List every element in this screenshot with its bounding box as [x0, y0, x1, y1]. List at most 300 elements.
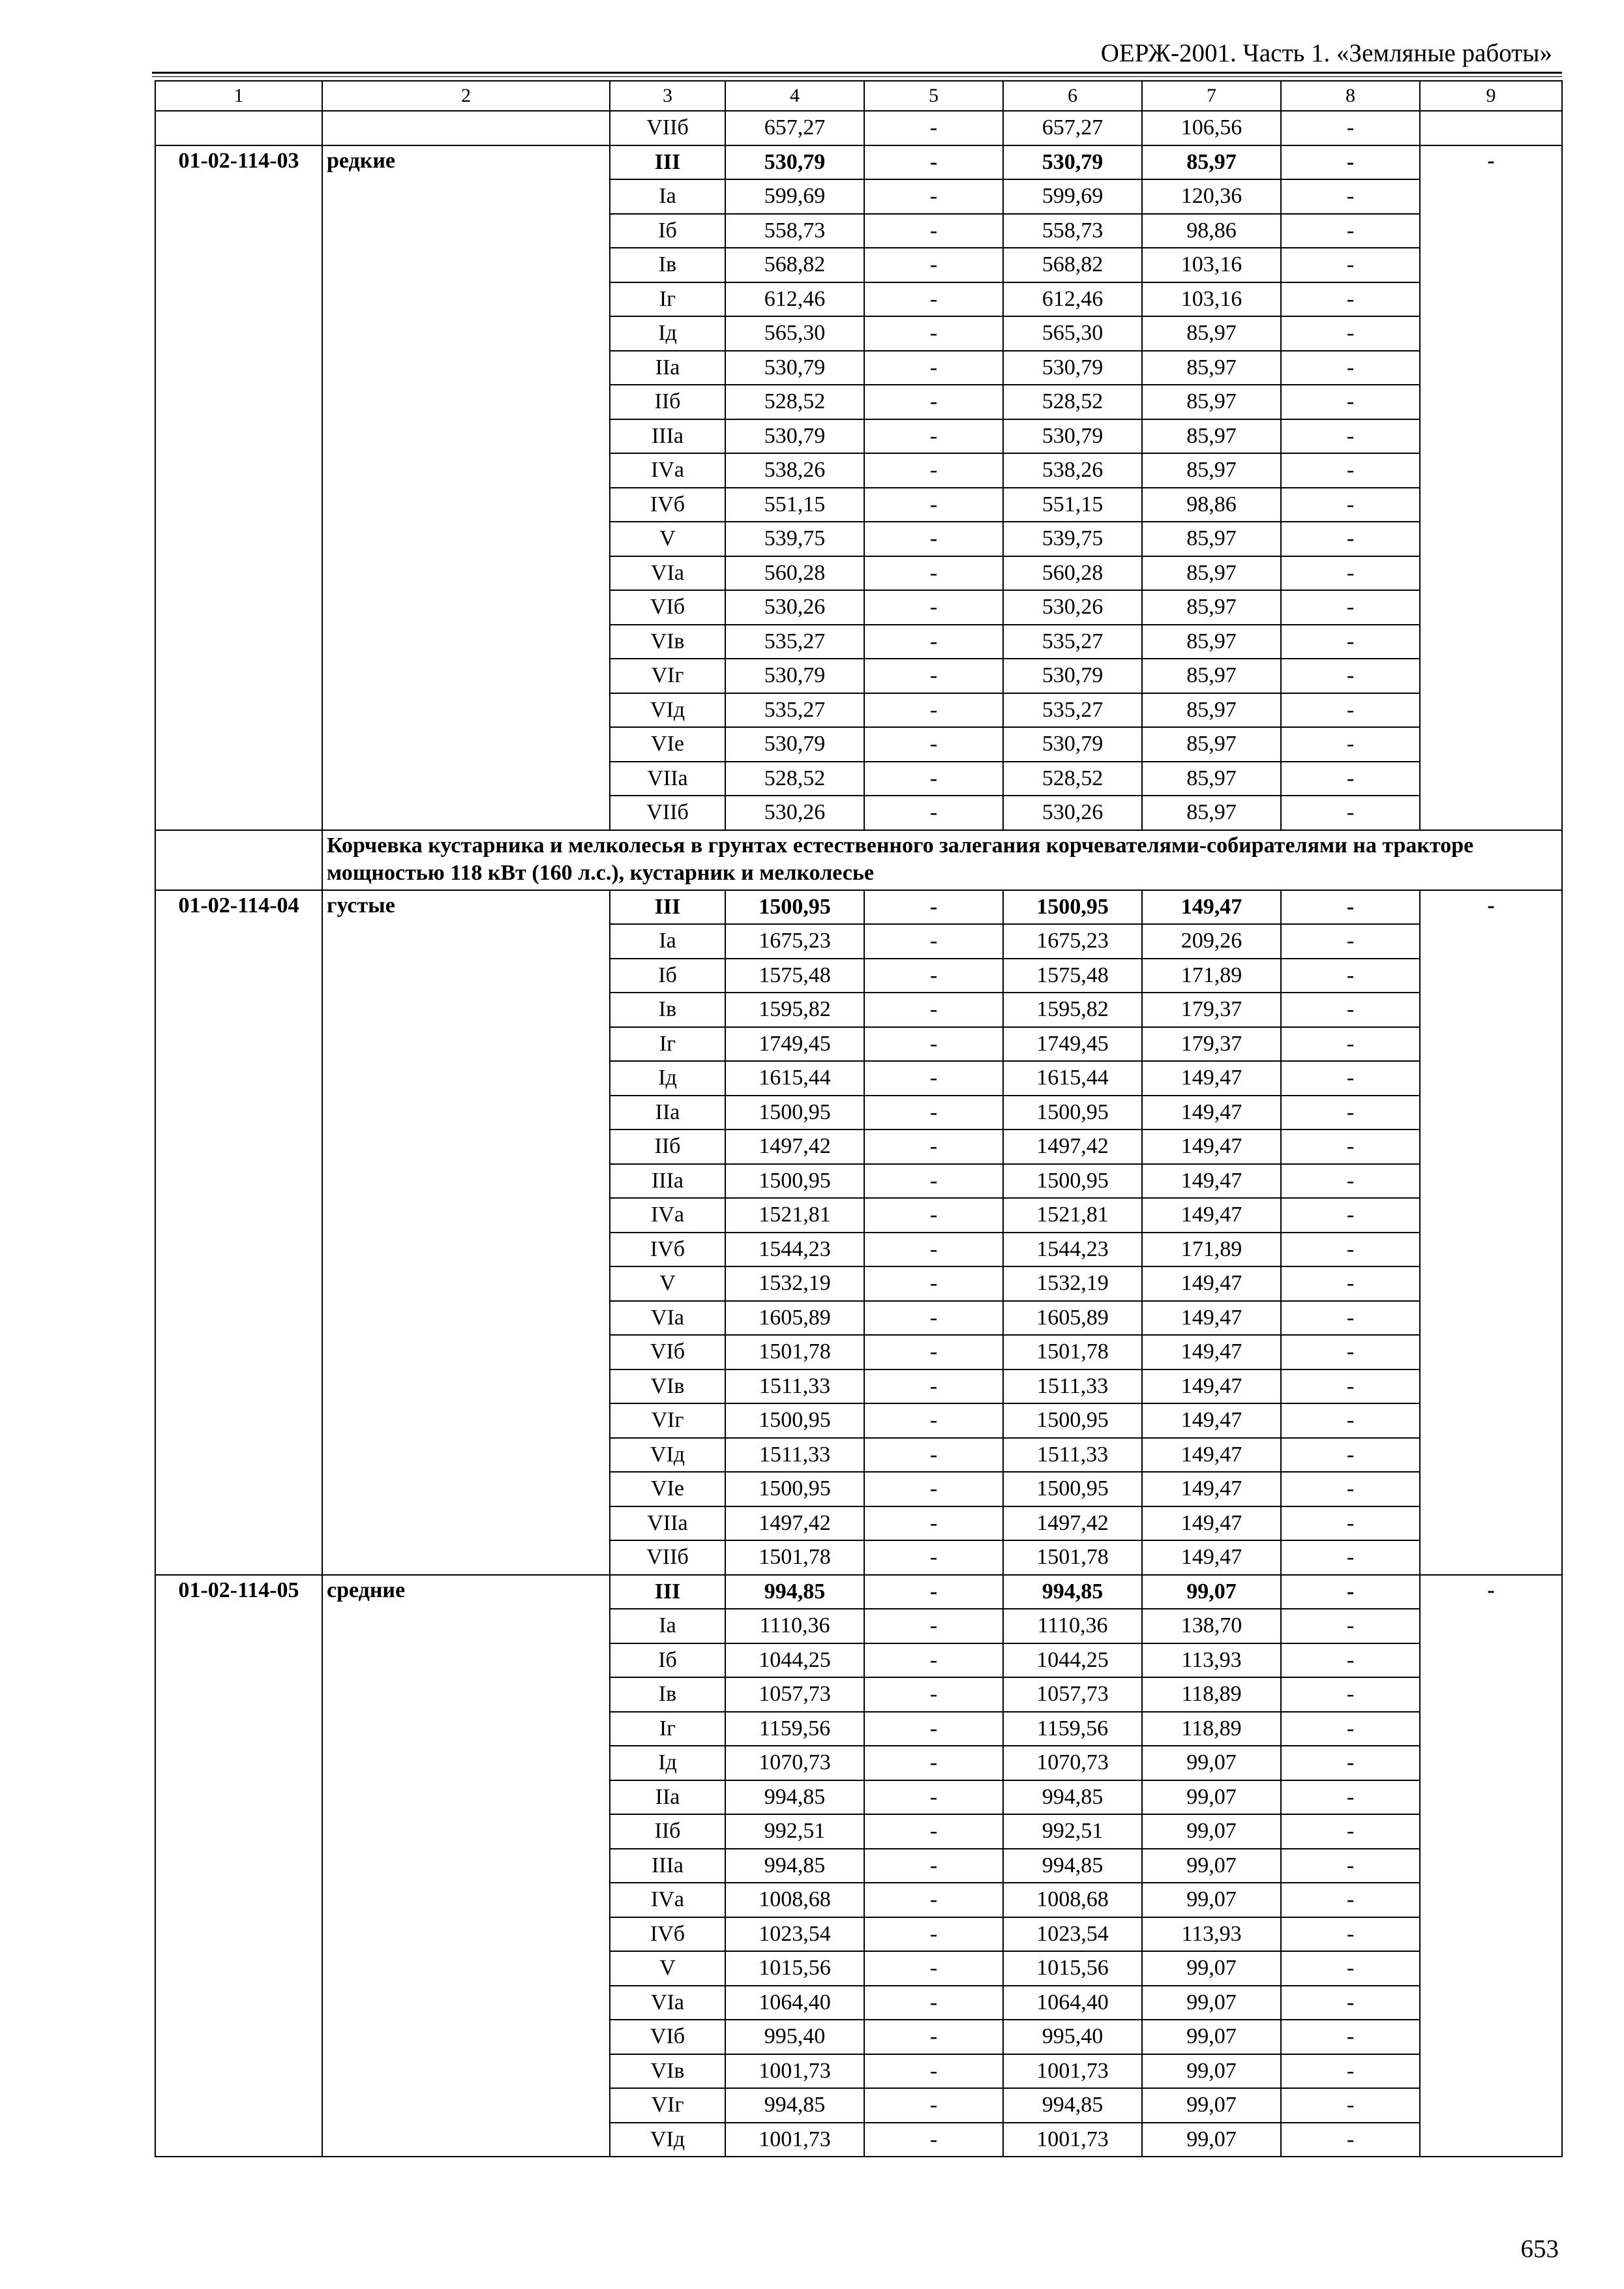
value-cell-col8: -	[1281, 1883, 1420, 1917]
category-cell: VIIа	[610, 762, 725, 796]
value-cell-col6: 1675,23	[1003, 924, 1142, 959]
value-cell-col4: 528,52	[725, 762, 864, 796]
value-cell-col7: 149,47	[1142, 1096, 1281, 1130]
value-cell-col6: 1070,73	[1003, 1746, 1142, 1780]
category-cell: Iв	[610, 248, 725, 282]
value-cell-col8: -	[1281, 993, 1420, 1027]
value-cell-col7: 149,47	[1142, 1301, 1281, 1336]
value-cell-col4: 535,27	[725, 625, 864, 659]
value-cell-col8: -	[1281, 556, 1420, 591]
code-cell	[155, 111, 322, 145]
value-cell-col8: -	[1281, 796, 1420, 830]
category-cell: IVб	[610, 1917, 725, 1952]
value-cell-col7: 149,47	[1142, 1438, 1281, 1473]
value-cell-col7: 85,97	[1142, 796, 1281, 830]
value-cell-col8: -	[1281, 1643, 1420, 1678]
value-cell-col4: 558,73	[725, 214, 864, 248]
value-cell-col5: -	[864, 1712, 1003, 1746]
category-cell: IVа	[610, 453, 725, 488]
value-cell-col8: -	[1281, 385, 1420, 419]
category-cell: VIе	[610, 727, 725, 762]
value-cell-col5: -	[864, 248, 1003, 282]
value-cell-col8: -	[1281, 1780, 1420, 1815]
value-cell-col6: 1500,95	[1003, 1403, 1142, 1438]
value-cell-col8: -	[1281, 145, 1420, 180]
value-cell-col7: 85,97	[1142, 659, 1281, 693]
value-cell-col5: -	[864, 385, 1003, 419]
value-cell-col4: 1070,73	[725, 1746, 864, 1780]
category-cell: IVа	[610, 1883, 725, 1917]
value-cell-col6: 1001,73	[1003, 2123, 1142, 2157]
header-rule-thick	[152, 72, 1562, 74]
value-cell-col5: -	[864, 1780, 1003, 1815]
value-cell-col7: 120,36	[1142, 179, 1281, 214]
category-cell: IIб	[610, 1130, 725, 1164]
value-cell-col8: -	[1281, 2054, 1420, 2089]
category-cell: VIв	[610, 2054, 725, 2089]
value-cell-col7: 118,89	[1142, 1712, 1281, 1746]
value-cell-col6: 1749,45	[1003, 1027, 1142, 1062]
code-cell: 01-02-114-05	[155, 1575, 322, 2157]
value-cell-col6: 1511,33	[1003, 1369, 1142, 1404]
value-cell-col7: 85,97	[1142, 453, 1281, 488]
value-cell-col7: 85,97	[1142, 727, 1281, 762]
category-cell: III	[610, 1575, 725, 1609]
value-cell-col7: 179,37	[1142, 993, 1281, 1027]
value-cell-col8: -	[1281, 1266, 1420, 1301]
value-cell-col4: 530,79	[725, 351, 864, 385]
value-cell-col4: 994,85	[725, 1849, 864, 1883]
table-row	[155, 111, 1562, 145]
value-cell-col7: 171,89	[1142, 959, 1281, 993]
value-cell-col5: -	[864, 890, 1003, 925]
value-cell-col8: -	[1281, 2123, 1420, 2157]
value-cell-col6: 530,79	[1003, 727, 1142, 762]
value-cell-col7: 99,07	[1142, 2088, 1281, 2123]
category-cell: VIIб	[610, 1540, 725, 1575]
value-cell-col4: 1110,36	[725, 1609, 864, 1643]
category-cell: V	[610, 522, 725, 556]
value-cell-col7: 171,89	[1142, 1233, 1281, 1267]
value-cell-col5: -	[864, 488, 1003, 522]
value-cell-col6: 528,52	[1003, 762, 1142, 796]
value-cell-col7: 85,97	[1142, 762, 1281, 796]
value-cell-col4: 1500,95	[725, 1403, 864, 1438]
value-cell-col8: -	[1281, 179, 1420, 214]
value-cell-col5: -	[864, 179, 1003, 214]
value-cell-col6: 1008,68	[1003, 1883, 1142, 1917]
value-cell-col5: -	[864, 762, 1003, 796]
value-cell-col8: -	[1281, 1027, 1420, 1062]
value-cell-col4: 992,51	[725, 1814, 864, 1849]
value-cell-col5: -	[864, 111, 1003, 145]
value-cell-col9: -	[1420, 145, 1562, 830]
value-cell-col4: 994,85	[725, 1575, 864, 1609]
value-cell-col6: 657,27	[1003, 111, 1142, 145]
value-cell-col7: 149,47	[1142, 1198, 1281, 1233]
value-cell-col6: 1532,19	[1003, 1266, 1142, 1301]
column-number-row	[155, 81, 1562, 111]
value-cell-col5: -	[864, 1266, 1003, 1301]
value-cell-col6: 612,46	[1003, 282, 1142, 317]
value-cell-col6: 1595,82	[1003, 993, 1142, 1027]
value-cell-col4: 1521,81	[725, 1198, 864, 1233]
value-cell-col7: 149,47	[1142, 1540, 1281, 1575]
value-cell-col5: -	[864, 1472, 1003, 1506]
value-cell-col7: 99,07	[1142, 1883, 1281, 1917]
value-cell-col7: 99,07	[1142, 1575, 1281, 1609]
value-cell-col7: 149,47	[1142, 1506, 1281, 1541]
value-cell-col5: -	[864, 2054, 1003, 2089]
column-header: 9	[1420, 81, 1562, 111]
value-cell-col5: -	[864, 924, 1003, 959]
value-cell-col7: 179,37	[1142, 1027, 1281, 1062]
value-cell-col7: 85,97	[1142, 693, 1281, 728]
value-cell-col5: -	[864, 1677, 1003, 1712]
category-cell: IIб	[610, 1814, 725, 1849]
value-cell-col8: -	[1281, 1403, 1420, 1438]
value-cell-col4: 530,79	[725, 659, 864, 693]
value-cell-col5: -	[864, 1746, 1003, 1780]
value-cell-col5: -	[864, 351, 1003, 385]
category-cell: Iа	[610, 179, 725, 214]
value-cell-col8: -	[1281, 1575, 1420, 1609]
category-cell: VIг	[610, 1403, 725, 1438]
value-cell-col8: -	[1281, 1712, 1420, 1746]
column-header: 6	[1003, 81, 1142, 111]
value-cell-col6: 530,26	[1003, 796, 1142, 830]
value-cell-col5: -	[864, 2020, 1003, 2054]
value-cell-col8: -	[1281, 1233, 1420, 1267]
value-cell-col6: 565,30	[1003, 316, 1142, 351]
category-cell: VIа	[610, 1986, 725, 2020]
value-cell-col9: -	[1420, 890, 1562, 1575]
value-cell-col4: 1497,42	[725, 1130, 864, 1164]
category-cell: Iа	[610, 1609, 725, 1643]
value-cell-col4: 1008,68	[725, 1883, 864, 1917]
value-cell-col8: -	[1281, 214, 1420, 248]
value-cell-col5: -	[864, 1198, 1003, 1233]
value-cell-col6: 538,26	[1003, 453, 1142, 488]
value-cell-col5: -	[864, 1027, 1003, 1062]
value-cell-col6: 1159,56	[1003, 1712, 1142, 1746]
category-cell: Iд	[610, 1061, 725, 1096]
value-cell-col6: 1500,95	[1003, 1472, 1142, 1506]
value-cell-col6: 530,79	[1003, 659, 1142, 693]
value-cell-col7: 149,47	[1142, 1266, 1281, 1301]
category-cell: VIб	[610, 590, 725, 625]
category-cell: Iв	[610, 1677, 725, 1712]
value-cell-col8: -	[1281, 419, 1420, 454]
rates-table	[155, 80, 1563, 2157]
value-cell-col7: 113,93	[1142, 1917, 1281, 1952]
value-cell-col5: -	[864, 419, 1003, 454]
value-cell-col4: 994,85	[725, 1780, 864, 1815]
value-cell-col7: 98,86	[1142, 214, 1281, 248]
value-cell-col6: 1544,23	[1003, 1233, 1142, 1267]
value-cell-col4: 530,79	[725, 145, 864, 180]
value-cell-col6: 1497,42	[1003, 1506, 1142, 1541]
category-cell: IIа	[610, 1096, 725, 1130]
value-cell-col8: -	[1281, 590, 1420, 625]
value-cell-col5: -	[864, 1096, 1003, 1130]
value-cell-col5: -	[864, 1986, 1003, 2020]
value-cell-col4: 1044,25	[725, 1643, 864, 1678]
value-cell-col7: 149,47	[1142, 1130, 1281, 1164]
value-cell-col7: 149,47	[1142, 890, 1281, 925]
value-cell-col8: -	[1281, 1917, 1420, 1952]
column-header: 3	[610, 81, 725, 111]
category-cell: VIIб	[610, 796, 725, 830]
value-cell-col5: -	[864, 1335, 1003, 1369]
value-cell-col6: 1044,25	[1003, 1643, 1142, 1678]
value-cell-col8: -	[1281, 1506, 1420, 1541]
value-cell-col6: 1497,42	[1003, 1130, 1142, 1164]
category-cell: IVа	[610, 1198, 725, 1233]
category-cell: IVб	[610, 488, 725, 522]
value-cell-col7: 85,97	[1142, 385, 1281, 419]
value-cell-col6: 560,28	[1003, 556, 1142, 591]
value-cell-col7: 85,97	[1142, 522, 1281, 556]
value-cell-col4: 612,46	[725, 282, 864, 317]
value-cell-col4: 1615,44	[725, 1061, 864, 1096]
value-cell-col8: -	[1281, 890, 1420, 925]
value-cell-col4: 1749,45	[725, 1027, 864, 1062]
value-cell-col5: -	[864, 1575, 1003, 1609]
category-cell: Iг	[610, 1712, 725, 1746]
value-cell-col7: 85,97	[1142, 556, 1281, 591]
value-cell-col5: -	[864, 1540, 1003, 1575]
value-cell-col8: -	[1281, 2020, 1420, 2054]
value-cell-col8: -	[1281, 522, 1420, 556]
category-cell: Iв	[610, 993, 725, 1027]
value-cell-col8: -	[1281, 762, 1420, 796]
value-cell-col4: 535,27	[725, 693, 864, 728]
value-cell-col9: -	[1420, 1575, 1562, 2157]
value-cell-col8: -	[1281, 1472, 1420, 1506]
value-cell-col6: 1575,48	[1003, 959, 1142, 993]
value-cell-col8: -	[1281, 453, 1420, 488]
value-cell-col8: -	[1281, 1951, 1420, 1986]
category-cell: VIг	[610, 659, 725, 693]
value-cell-col6: 528,52	[1003, 385, 1142, 419]
section-heading: Корчевка кустарника и мелколесья в грунтах естественного залегания корчевателями-собирателями на тракторе мощностью 118 кВт (160 л.с.), кустарник и мелколесье	[322, 830, 1562, 890]
category-cell: VIIб	[610, 111, 725, 145]
value-cell-col6: 1015,56	[1003, 1951, 1142, 1986]
value-cell-col6: 994,85	[1003, 1780, 1142, 1815]
value-cell-col8: -	[1281, 1369, 1420, 1404]
value-cell-col8: -	[1281, 1814, 1420, 1849]
category-cell: Iг	[610, 1027, 725, 1062]
value-cell-col5: -	[864, 1917, 1003, 1952]
value-cell-col8: -	[1281, 2088, 1420, 2123]
value-cell-col5: -	[864, 1403, 1003, 1438]
value-cell-col4: 1511,33	[725, 1369, 864, 1404]
value-cell-col5: -	[864, 453, 1003, 488]
value-cell-col5: -	[864, 993, 1003, 1027]
value-cell-col4: 1675,23	[725, 924, 864, 959]
value-cell-col8: -	[1281, 959, 1420, 993]
category-cell: VIв	[610, 1369, 725, 1404]
value-cell-col4: 530,79	[725, 727, 864, 762]
value-cell-col5: -	[864, 1369, 1003, 1404]
value-cell-col8: -	[1281, 1438, 1420, 1473]
value-cell-col8: -	[1281, 1677, 1420, 1712]
value-cell-col4: 1001,73	[725, 2123, 864, 2157]
value-cell-col8: -	[1281, 924, 1420, 959]
value-cell-col4: 1500,95	[725, 1164, 864, 1199]
category-cell: IIIа	[610, 419, 725, 454]
value-cell-col8: -	[1281, 282, 1420, 317]
description-cell: густые	[322, 890, 610, 1575]
value-cell-col7: 98,86	[1142, 488, 1281, 522]
value-cell-col4: 1500,95	[725, 890, 864, 925]
value-cell-col5: -	[864, 1951, 1003, 1986]
value-cell-col4: 551,15	[725, 488, 864, 522]
category-cell: VIд	[610, 2123, 725, 2157]
category-cell: VIб	[610, 1335, 725, 1369]
value-cell-col4: 1015,56	[725, 1951, 864, 1986]
value-cell-col7: 99,07	[1142, 1951, 1281, 1986]
category-cell: VIд	[610, 1438, 725, 1473]
value-cell-col7: 149,47	[1142, 1472, 1281, 1506]
value-cell-col5: -	[864, 625, 1003, 659]
category-cell: Iд	[610, 316, 725, 351]
value-cell-col6: 535,27	[1003, 693, 1142, 728]
empty-code-cell	[155, 830, 322, 890]
value-cell-col5: -	[864, 1130, 1003, 1164]
category-cell: IIб	[610, 385, 725, 419]
value-cell-col4: 530,26	[725, 796, 864, 830]
value-cell-col8: -	[1281, 1164, 1420, 1199]
value-cell-col6: 535,27	[1003, 625, 1142, 659]
value-cell-col6: 1500,95	[1003, 1164, 1142, 1199]
value-cell-col7: 106,56	[1142, 111, 1281, 145]
description-cell	[322, 111, 610, 145]
category-cell: Iб	[610, 959, 725, 993]
value-cell-col7: 103,16	[1142, 282, 1281, 317]
value-cell-col4: 1605,89	[725, 1301, 864, 1336]
value-cell-col7: 85,97	[1142, 590, 1281, 625]
value-cell-col4: 1023,54	[725, 1917, 864, 1952]
value-cell-col6: 994,85	[1003, 1575, 1142, 1609]
description-cell: редкие	[322, 145, 610, 830]
value-cell-col7: 85,97	[1142, 145, 1281, 180]
category-cell: V	[610, 1266, 725, 1301]
value-cell-col4: 1501,78	[725, 1335, 864, 1369]
value-cell-col6: 1023,54	[1003, 1917, 1142, 1952]
value-cell-col7: 99,07	[1142, 1814, 1281, 1849]
value-cell-col4: 1497,42	[725, 1506, 864, 1541]
value-cell-col5: -	[864, 693, 1003, 728]
value-cell-col5: -	[864, 1233, 1003, 1267]
value-cell-col4: 538,26	[725, 453, 864, 488]
column-header: 1	[155, 81, 322, 111]
value-cell-col8: -	[1281, 1746, 1420, 1780]
value-cell-col4: 560,28	[725, 556, 864, 591]
category-cell: Iб	[610, 1643, 725, 1678]
category-cell: VIа	[610, 1301, 725, 1336]
value-cell-col5: -	[864, 796, 1003, 830]
value-cell-col5: -	[864, 522, 1003, 556]
value-cell-col8: -	[1281, 488, 1420, 522]
value-cell-col4: 528,52	[725, 385, 864, 419]
section-heading-row	[155, 830, 1562, 890]
value-cell-col5: -	[864, 316, 1003, 351]
value-cell-col6: 1501,78	[1003, 1335, 1142, 1369]
value-cell-col8: -	[1281, 625, 1420, 659]
category-cell: V	[610, 1951, 725, 1986]
value-cell-col7: 99,07	[1142, 1986, 1281, 2020]
value-cell-col5: -	[864, 1301, 1003, 1336]
value-cell-col4: 1595,82	[725, 993, 864, 1027]
value-cell-col4: 530,79	[725, 419, 864, 454]
value-cell-col8: -	[1281, 1540, 1420, 1575]
value-cell-col4: 1500,95	[725, 1472, 864, 1506]
value-cell-col5: -	[864, 1438, 1003, 1473]
value-cell-col5: -	[864, 145, 1003, 180]
value-cell-col8: -	[1281, 248, 1420, 282]
category-cell: III	[610, 145, 725, 180]
value-cell-col6: 1064,40	[1003, 1986, 1142, 2020]
value-cell-col4: 1575,48	[725, 959, 864, 993]
table-row	[155, 145, 1562, 180]
value-cell-col5: -	[864, 1061, 1003, 1096]
value-cell-col4: 1001,73	[725, 2054, 864, 2089]
value-cell-col6: 992,51	[1003, 1814, 1142, 1849]
description-cell: средние	[322, 1575, 610, 2157]
value-cell-col6: 1521,81	[1003, 1198, 1142, 1233]
value-cell-col5: -	[864, 1609, 1003, 1643]
value-cell-col4: 994,85	[725, 2088, 864, 2123]
page-number: 653	[1520, 2235, 1559, 2263]
value-cell-col4: 995,40	[725, 2020, 864, 2054]
value-cell-col8: -	[1281, 1096, 1420, 1130]
value-cell-col8: -	[1281, 727, 1420, 762]
code-cell: 01-02-114-04	[155, 890, 322, 1575]
value-cell-col4: 1064,40	[725, 1986, 864, 2020]
column-header: 5	[864, 81, 1003, 111]
value-cell-col4: 1159,56	[725, 1712, 864, 1746]
column-header: 7	[1142, 81, 1281, 111]
value-cell-col5: -	[864, 590, 1003, 625]
value-cell-col6: 1615,44	[1003, 1061, 1142, 1096]
value-cell-col7: 99,07	[1142, 1746, 1281, 1780]
value-cell-col7: 85,97	[1142, 419, 1281, 454]
value-cell-col4: 565,30	[725, 316, 864, 351]
value-cell-col8: -	[1281, 659, 1420, 693]
value-cell-col8: -	[1281, 316, 1420, 351]
value-cell-col8: -	[1281, 1335, 1420, 1369]
column-header: 2	[322, 81, 610, 111]
value-cell-col7: 99,07	[1142, 2020, 1281, 2054]
column-header: 4	[725, 81, 864, 111]
category-cell: Iа	[610, 924, 725, 959]
value-cell-col4: 1532,19	[725, 1266, 864, 1301]
value-cell-col6: 530,79	[1003, 351, 1142, 385]
value-cell-col5: -	[864, 727, 1003, 762]
value-cell-col7: 99,07	[1142, 2123, 1281, 2157]
category-cell: VIIа	[610, 1506, 725, 1541]
value-cell-col6: 1057,73	[1003, 1677, 1142, 1712]
value-cell-col8: -	[1281, 1061, 1420, 1096]
value-cell-col6: 994,85	[1003, 1849, 1142, 1883]
value-cell-col7: 99,07	[1142, 1780, 1281, 1815]
value-cell-col7: 99,07	[1142, 2054, 1281, 2089]
value-cell-col7: 99,07	[1142, 1849, 1281, 1883]
value-cell-col7: 149,47	[1142, 1369, 1281, 1404]
value-cell-col4: 1500,95	[725, 1096, 864, 1130]
